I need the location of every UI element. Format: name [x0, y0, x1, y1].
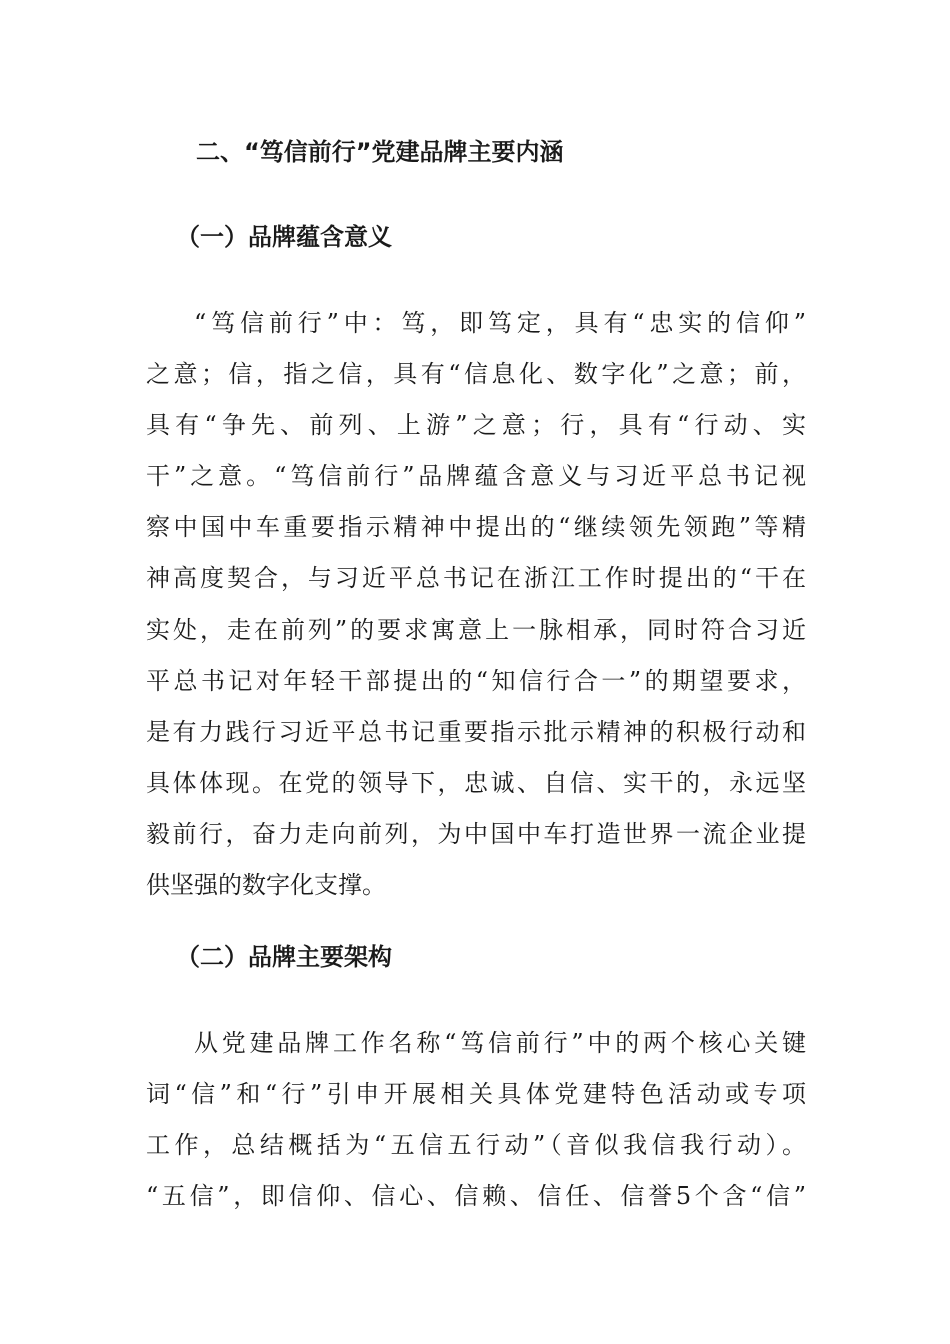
paragraph-line: 从党建品牌工作名称“笃信前行”中的两个核心关键 — [194, 1029, 806, 1057]
paragraph-line: 词“信”和“行”引申开展相关具体党建特色活动或专项 — [146, 1080, 806, 1109]
subsection-heading-brand-structure: （二）品牌主要架构 — [176, 943, 392, 971]
paragraph-line: 具有“争先、前列、上游”之意；行，具有“行动、实 — [146, 411, 806, 440]
paragraph-line: 之意；信，指之信，具有“信息化、数字化”之意；前， — [146, 360, 806, 389]
paragraph-line: 平总书记对年轻干部提出的“知信行合一”的期望要求， — [146, 666, 806, 695]
subsection-heading-brand-meaning: （一）品牌蕴含意义 — [176, 223, 392, 251]
paragraph-line: 工作，总结概括为“五信五行动”（音似我信我行动）。 — [146, 1131, 806, 1160]
paragraph-line: 是有力践行习近平总书记重要指示批示精神的积极行动和 — [146, 717, 806, 746]
paragraph-line: 供坚强的数字化支撑。 — [146, 871, 386, 900]
paragraph-line: 毅前行，奋力走向前列，为中国中车打造世界一流企业提 — [146, 819, 806, 848]
paragraph-line: 察中国中车重要指示精神中提出的“继续领先领跑”等精 — [146, 513, 806, 542]
paragraph-brand-meaning — [146, 298, 806, 911]
paragraph-line: “笃信前行”中：笃，即笃定，具有“忠实的信仰” — [194, 309, 806, 337]
paragraph-line: “五信”，即信仰、信心、信赖、信任、信誉5个含“信” — [146, 1182, 806, 1211]
paragraph-line: 干”之意。“笃信前行”品牌蕴含意义与习近平总书记视 — [146, 462, 806, 491]
paragraph-line: 具体体现。在党的领导下，忠诚、自信、实干的，永远坚 — [146, 768, 806, 797]
paragraph-line: 实处，走在前列”的要求寓意上一脉相承，同时符合习近 — [146, 615, 806, 644]
paragraph-line: 神高度契合，与习近平总书记在浙江工作时提出的“干在 — [146, 564, 806, 593]
section-heading-main: 二、“笃信前行”党建品牌主要内涵 — [196, 138, 564, 166]
paragraph-brand-structure — [146, 1018, 806, 1222]
